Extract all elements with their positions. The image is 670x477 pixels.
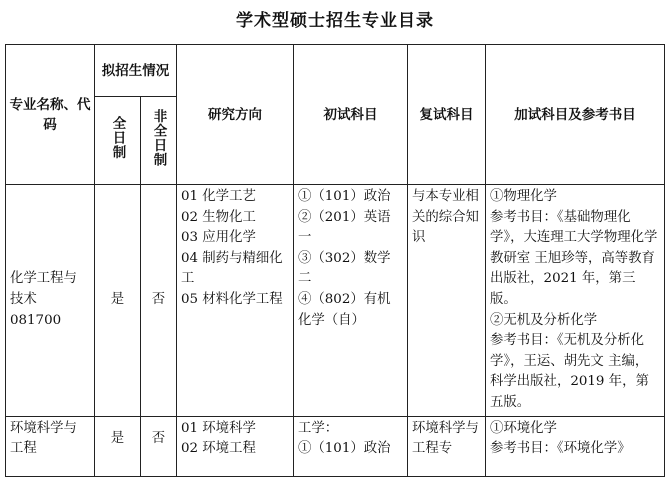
exam-item: ③（302）数学二 — [298, 250, 391, 287]
extra-cell — [486, 185, 665, 417]
direction-item: 01 化学工艺 — [181, 189, 256, 204]
retest-cell: 与本专业相关的综合知识 — [408, 185, 486, 417]
header-major: 专业名称、代码 — [6, 45, 95, 185]
direction-item: 02 环境工程 — [181, 441, 256, 457]
reference-book: 参考书目：《环境化学》 — [490, 441, 631, 457]
initial-exam-cell — [294, 185, 408, 417]
extra-subject: ①物理化学 — [490, 189, 557, 204]
extra-subject: ①环境化学 — [490, 420, 557, 436]
extra-subject: ②无机及分析化学 — [490, 312, 598, 328]
table-row — [6, 185, 665, 417]
direction-cell — [177, 185, 294, 417]
direction-item: 04 制药与精细化工 — [181, 250, 283, 287]
direction-item: 03 应用化学 — [181, 230, 256, 246]
exam-item: ①（101）政治 — [298, 441, 391, 457]
reference-book: 参考书目：《无机及分析化学》，王运、胡先文 主编，科学出版社，2019 年，第五版。 — [490, 333, 649, 410]
direction-item: 01 环境科学 — [181, 420, 256, 436]
header-direction: 研究方向 — [177, 45, 294, 185]
full-time-cell: 是 — [95, 185, 141, 417]
retest-cell: 环境科学与工程专 — [408, 416, 486, 476]
extra-cell — [486, 416, 665, 476]
header-full-time: 全日制 — [95, 97, 141, 185]
direction-item: 02 生物化工 — [181, 209, 256, 225]
full-time-cell: 是 — [95, 416, 141, 476]
exam-item: ①（101）政治 — [298, 189, 391, 204]
reference-book: 参考书目：《基础物理化学》，大连理工大学物理化学教研室 王旭珍等，高等教育出版社，2021 年，第三版。 — [490, 209, 658, 307]
header-extra: 加试科目及参考书目 — [486, 45, 665, 185]
page-title: 学术型硕士招生专业目录 — [236, 11, 434, 31]
exam-item: 工学： — [298, 420, 339, 436]
exam-item: ④（802）有机化学（自） — [298, 291, 391, 328]
direction-item: 05 材料化学工程 — [181, 291, 283, 307]
exam-item: ②（201）英语一 — [298, 209, 391, 246]
major-name-cell — [6, 185, 95, 417]
direction-cell — [177, 416, 294, 476]
major-name: 化学工程与技术 — [10, 271, 77, 307]
header-quota: 拟招生情况 — [95, 45, 177, 97]
header-initial-exam: 初试科目 — [294, 45, 408, 185]
major-code: 081700 — [10, 312, 62, 328]
part-time-cell: 否 — [141, 416, 177, 476]
table-row — [6, 416, 665, 476]
part-time-cell: 否 — [141, 185, 177, 417]
major-catalog-table — [5, 44, 665, 477]
header-part-time: 非全日制 — [141, 97, 177, 185]
major-name: 环境科学与工程 — [10, 420, 77, 457]
header-retest: 复试科目 — [408, 45, 486, 185]
major-name-cell — [6, 416, 95, 476]
initial-exam-cell — [294, 416, 408, 476]
